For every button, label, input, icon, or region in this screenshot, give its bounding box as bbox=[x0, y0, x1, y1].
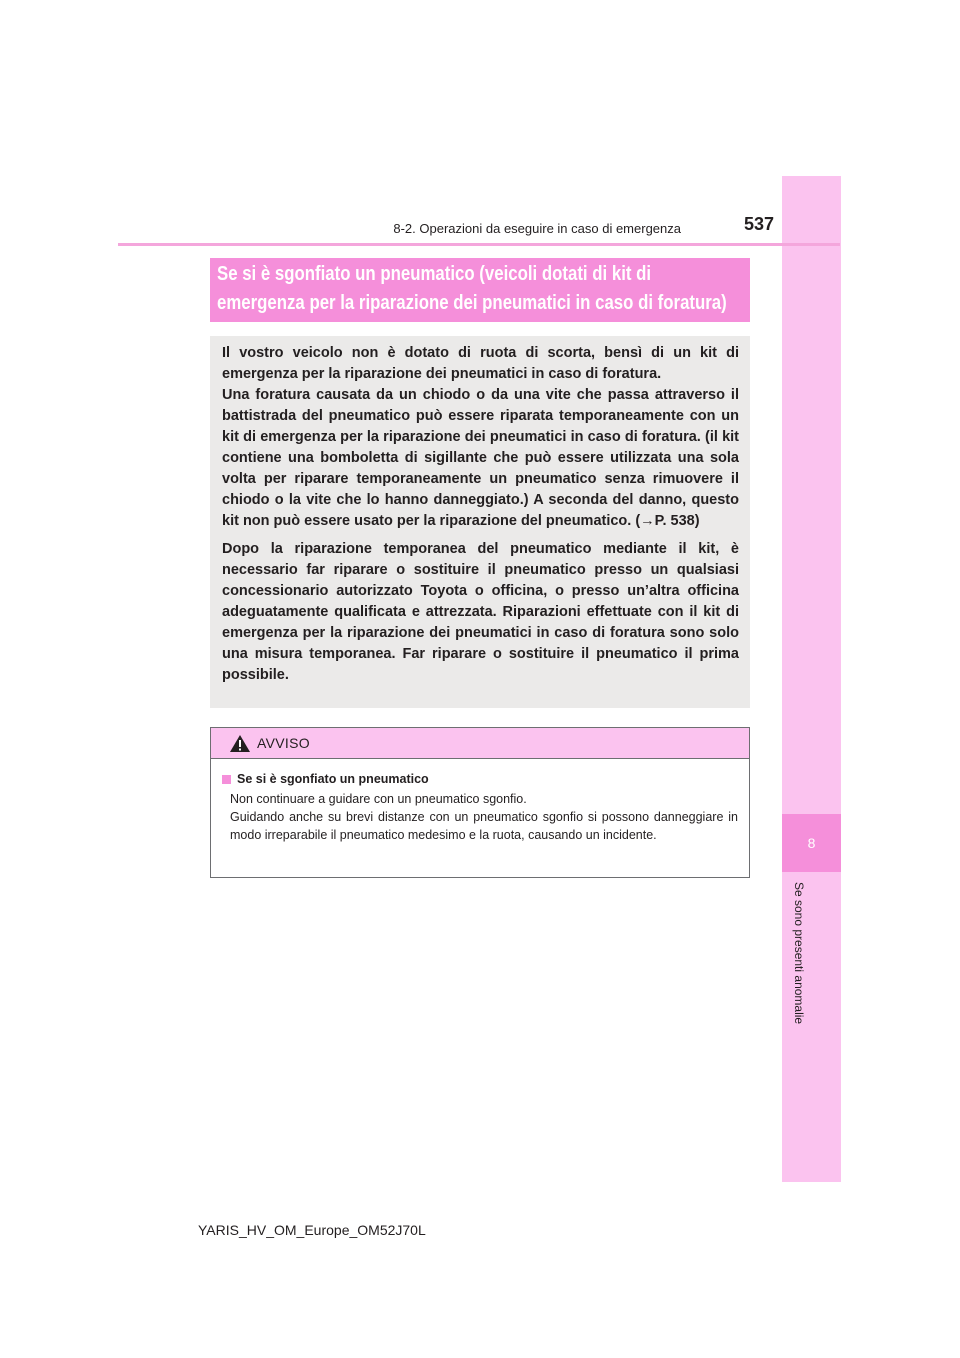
intro-paragraph-2: Una foratura causata da un chiodo o da una vite che passa attraverso il battistrada del pneumatico può essere riparata temporaneamente con un kit di emergenza per la riparazione dei pneumatici in caso di foratura. (il kit contiene una bomboletta di sigillante che può essere utilizzata una sola volta per riparare temporaneamente un pneumatico senza rimuovere il chiodo o la vite che lo hanno danneggiato.) A seconda del danno, questo kit non può essere usato per la riparazione del pneumatico. (→P. 538) bbox=[222, 387, 739, 529]
warning-body bbox=[211, 759, 749, 844]
topic-title-line-1: Se si è sgonfiato un pneumatico (veicoli dotati di kit di bbox=[217, 263, 652, 285]
warning-box bbox=[210, 727, 750, 878]
header-divider bbox=[118, 243, 840, 246]
topic-title-line-2: emergenza per la riparazione dei pneumatici in caso di foratura) bbox=[217, 292, 727, 314]
warning-text bbox=[222, 790, 738, 844]
topic-title bbox=[210, 258, 750, 322]
intro-paragraph-3: Dopo la riparazione temporanea del pneumatico mediante il kit, è necessario far riparare o sostituire il pneumatico presso un qualsiasi concessionario autorizzato Toyota o officina, o presso un’altra officina adeguatamente qualificata e attrezzata. Riparazioni effettuate con il kit di emergenza per la riparazione dei pneumatici in caso di foratura sono solo una misura temporanea. Far riparare o sostituire il pneumatico il prima possibile. bbox=[222, 541, 739, 683]
warning-line-1: Non continuare a guidare con un pneumatico sgonfio. bbox=[230, 792, 527, 806]
warning-header bbox=[211, 728, 749, 759]
intro-paragraph-1: Il vostro veicolo non è dotato di ruota di scorta, bensì di un kit di emergenza per la riparazione dei pneumatici in caso di foratura. bbox=[222, 345, 739, 382]
warning-line-2: Guidando anche su brevi distanze con un pneumatico sgonfio si possono danneggiare in modo irreparabile il pneumatico medesimo e la ruota, causando un incidente. bbox=[230, 810, 738, 842]
warning-item-title: Se si è sgonfiato un pneumatico bbox=[237, 772, 429, 786]
warning-label: AVVISO bbox=[257, 735, 310, 751]
warning-item-heading bbox=[222, 772, 738, 786]
section-title: 8-2. Operazioni da eseguire in caso di emergenza bbox=[393, 221, 681, 236]
warning-triangle-icon bbox=[229, 734, 251, 753]
chapter-number: 8 bbox=[782, 814, 841, 872]
square-bullet-icon bbox=[222, 775, 231, 784]
chapter-label: Se sono presenti anomalie bbox=[792, 882, 806, 1025]
intro-box bbox=[210, 336, 750, 708]
document-code: YARIS_HV_OM_Europe_OM52J70L bbox=[198, 1222, 426, 1238]
page-number: 537 bbox=[743, 214, 774, 234]
